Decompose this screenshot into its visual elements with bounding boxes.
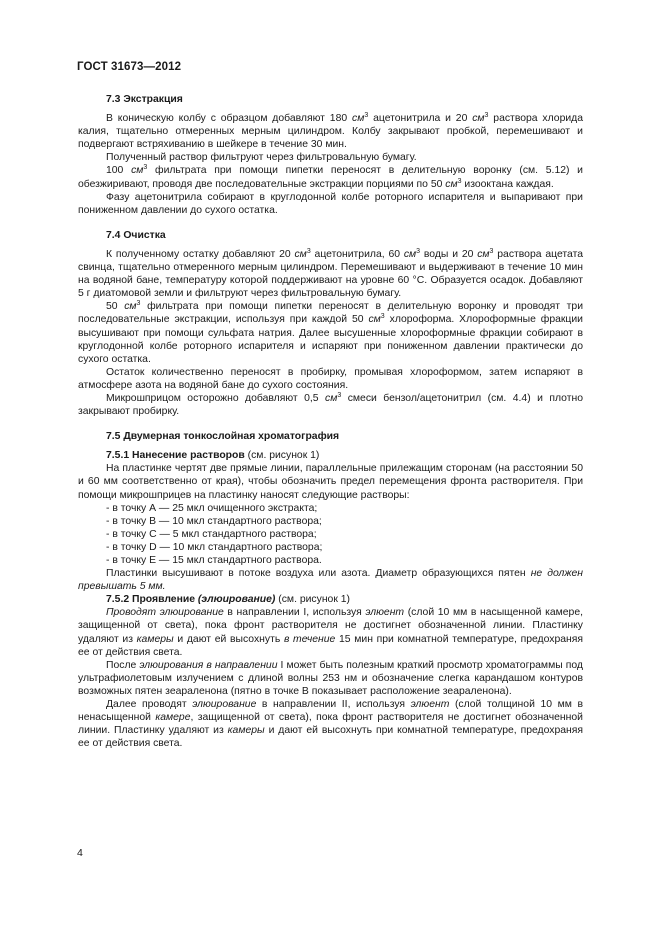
paragraph: Проводят элюирование в направлении I, используя элюент (слой 10 мм в насыщенной камере, защищенной от света), пока фронт растворителя не достигнет обозначенной линии. Пластинку удаляют из камеры и дают ей высохнуть в течение 15 мин при комнатной температуре, предохраняя ее от действия света. [78, 607, 584, 658]
paragraph: 100 $см^3$ фильтрата при помощи пипетки переносят в делительную воронку (см. 5.12) и обезжиривают, проводя две последовательные экстракции порциями по 50 $см^3$ изооктана каждая. [78, 164, 583, 190]
paragraph: Микрошприцом осторожно добавляют 0,5 $см^3$ смеси бензол/ацетонитрил (см. 4.4) и плотно закрывают пробирку. [78, 391, 583, 418]
section-7-4-title: 7.4 Очистка [106, 229, 166, 241]
section-7-5-title: 7.5 Двумерная тонкослойная хроматография [106, 431, 340, 443]
paragraph: Остаток количественно переносят в пробирку, промывая хлороформом, затем испаряют в атмосфере азота на водяной бане до сухого состояния. [78, 366, 583, 391]
paragraph: К полученному остатку добавляют 20 $см^3$ ацетонитрила, 60 $см^3$ воды и 20 $см^3$ раствора ацетата свинца, тщательно отмеренного мерным цилиндром. Перемешивают и выдерживают в течение 10 мин на водяной бане, температуру которой поддерживают на уровне 60 °С. Образуется осадок. Добавляют 5 г диатомовой земли и фильтруют через фильтровальную бумагу. [78, 247, 583, 300]
paragraph: Далее проводят элюирование в направлении II, используя элюент (слой толщиной 10 мм в ненасыщенной камере, защищенной от света), пока фронт растворителя не достигнет обозначенной линии. Пластинку удаляют из камеры и дают ей высохнуть при комнатной температуре, предохраняя ее от действия света. [78, 699, 584, 750]
page-number: 4 [77, 847, 83, 859]
subsection-7-5-1-title: 7.5.1 Нанесение растворов (см. рисунок 1) [106, 450, 320, 462]
list-item: - в точку А — 25 мкл очищенного экстракта; [106, 502, 318, 514]
list-item: - в точку D — 10 мкл стандартного раствора; [106, 541, 323, 553]
list-item: - в точку Е — 15 мкл стандартного раствора. [106, 555, 322, 566]
paragraph: Пластинки высушивают в потоке воздуха или азота. Диаметр образующихся пятен не должен превышать 5 мм. [78, 568, 584, 593]
document-body [78, 93, 583, 750]
paragraph: В коническую колбу с образцом добавляют 180 $см^3$ ацетонитрила и 20 $см^3$ раствора хлорида калия, тщательно отмеренных мерным цилиндром. Колбу закрывают пробкой, перемешивают и подвергают встряхиванию в шейкере в течение 30 мин. [78, 112, 583, 151]
list-item: - в точку С — 5 мкл стандартного раствора; [106, 528, 317, 540]
paragraph: 50 $см^3$ фильтрата при помощи пипетки переносят в делительную воронку и проводят три последовательные экстракции, используя при каждой 50 $см^3$ хлороформа. Хлороформные фракции высушивают при помощи сульфата натрия. Далее высушенные хлороформные фракции собирают в круглодонной колбе роторного испарителя и испаряют при пониженном давлении практически до сухого остатка. [78, 300, 583, 365]
list-item: - в точку В — 10 мкл стандартного раствора; [106, 515, 322, 527]
standard-header: ГОСТ 31673—2012 [77, 61, 182, 73]
paragraph: На пластинке чертят две прямые линии, параллельные прилежащим сторонам (на расстоянии 50 и 60 мм соответственно от края), чтобы обозначить предел перемещения фронта растворителя. При помощи микрошприцев на пластинку наносят следующие растворы: [78, 463, 583, 501]
paragraph: Полученный раствор фильтруют через фильтровальную бумагу. [106, 152, 417, 164]
paragraph: После элюирования в направлении I может быть полезным краткий просмотр хроматограммы под ультрафиолетовым излучением с длиной волны 253 нм и обозначение слегка карандашом контуров возможных пятен зеараленона (пятно в точке В показывает расположение зеараленона). [78, 659, 583, 697]
section-7-3-title: 7.3 Экстракция [106, 94, 183, 105]
subsection-7-5-2-title: 7.5.2 Проявление (элюирование) (см. рисунок 1) [106, 594, 351, 606]
paragraph: Фазу ацетонитрила собирают в круглодонной колбе роторного испарителя и выпаривают при пониженном давлении до сухого остатка. [78, 191, 583, 216]
